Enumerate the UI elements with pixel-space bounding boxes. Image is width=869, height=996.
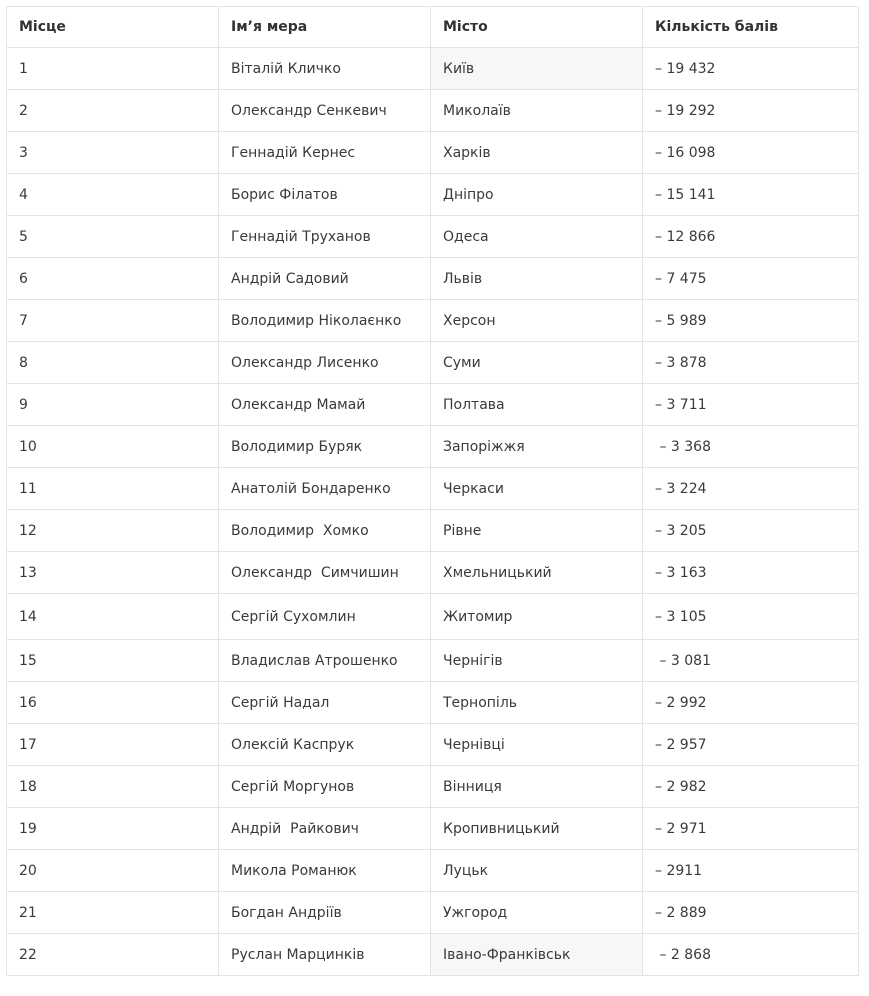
cell-score: – 12 866	[643, 216, 859, 258]
cell-place: 15	[7, 640, 219, 682]
cell-score: – 2 889	[643, 892, 859, 934]
cell-city: Вінниця	[431, 766, 643, 808]
table-header	[7, 7, 859, 48]
cell-place: 20	[7, 850, 219, 892]
cell-score: – 2 992	[643, 682, 859, 724]
cell-mayor-name: Володимир Хомко	[219, 510, 431, 552]
cell-score: – 3 368	[643, 426, 859, 468]
cell-mayor-name: Андрій Садовий	[219, 258, 431, 300]
cell-city: Рівне	[431, 510, 643, 552]
table-row	[7, 174, 859, 216]
header-mayor-name: Ім’я мера	[219, 7, 431, 48]
cell-mayor-name: Владислав Атрошенко	[219, 640, 431, 682]
cell-mayor-name: Геннадій Кернес	[219, 132, 431, 174]
cell-place: 10	[7, 426, 219, 468]
table-row	[7, 384, 859, 426]
cell-mayor-name: Сергій Надал	[219, 682, 431, 724]
cell-mayor-name: Олександр Сенкевич	[219, 90, 431, 132]
cell-score: – 2 982	[643, 766, 859, 808]
cell-mayor-name: Олександр Лисенко	[219, 342, 431, 384]
cell-city: Миколаїв	[431, 90, 643, 132]
table-row	[7, 682, 859, 724]
cell-score: – 2 957	[643, 724, 859, 766]
table-row	[7, 640, 859, 682]
header-row	[7, 7, 859, 48]
cell-place: 3	[7, 132, 219, 174]
cell-place: 11	[7, 468, 219, 510]
cell-score: – 3 081	[643, 640, 859, 682]
cell-city: Черкаси	[431, 468, 643, 510]
cell-mayor-name: Олександр Мамай	[219, 384, 431, 426]
table-row	[7, 90, 859, 132]
cell-place: 2	[7, 90, 219, 132]
cell-mayor-name: Борис Філатов	[219, 174, 431, 216]
header-city: Місто	[431, 7, 643, 48]
table-row	[7, 766, 859, 808]
cell-city: Запоріжжя	[431, 426, 643, 468]
cell-city: Кропивницький	[431, 808, 643, 850]
cell-place: 12	[7, 510, 219, 552]
cell-city: Дніпро	[431, 174, 643, 216]
cell-mayor-name: Віталій Кличко	[219, 48, 431, 90]
mayor-rating-table	[6, 6, 859, 976]
cell-score: – 2 971	[643, 808, 859, 850]
cell-score: – 19 292	[643, 90, 859, 132]
cell-city: Хмельницький	[431, 552, 643, 594]
cell-place: 5	[7, 216, 219, 258]
cell-score: – 16 098	[643, 132, 859, 174]
table-row	[7, 258, 859, 300]
table-row	[7, 808, 859, 850]
cell-score: – 3 205	[643, 510, 859, 552]
cell-mayor-name: Олексій Каспрук	[219, 724, 431, 766]
table-row	[7, 510, 859, 552]
cell-place: 19	[7, 808, 219, 850]
cell-place: 8	[7, 342, 219, 384]
table-row	[7, 48, 859, 90]
cell-score: – 3 105	[643, 594, 859, 640]
cell-place: 4	[7, 174, 219, 216]
table-row	[7, 594, 859, 640]
table-body	[7, 48, 859, 976]
table-row	[7, 934, 859, 976]
cell-city: Київ	[431, 48, 643, 90]
cell-mayor-name: Руслан Марцинків	[219, 934, 431, 976]
cell-score: – 2 868	[643, 934, 859, 976]
cell-score: – 3 224	[643, 468, 859, 510]
cell-city: Чернігів	[431, 640, 643, 682]
header-score: Кількість балів	[643, 7, 859, 48]
cell-score: – 2911	[643, 850, 859, 892]
cell-mayor-name: Микола Романюк	[219, 850, 431, 892]
cell-mayor-name: Богдан Андріїв	[219, 892, 431, 934]
cell-score: – 5 989	[643, 300, 859, 342]
cell-score: – 7 475	[643, 258, 859, 300]
cell-place: 21	[7, 892, 219, 934]
cell-place: 6	[7, 258, 219, 300]
cell-city: Херсон	[431, 300, 643, 342]
cell-city: Харків	[431, 132, 643, 174]
cell-score: – 3 878	[643, 342, 859, 384]
table-row	[7, 216, 859, 258]
cell-mayor-name: Олександр Симчишин	[219, 552, 431, 594]
table-row	[7, 892, 859, 934]
cell-mayor-name: Володимир Ніколаєнко	[219, 300, 431, 342]
table-row	[7, 850, 859, 892]
cell-mayor-name: Геннадій Труханов	[219, 216, 431, 258]
cell-mayor-name: Анатолій Бондаренко	[219, 468, 431, 510]
cell-mayor-name: Володимир Буряк	[219, 426, 431, 468]
cell-city: Луцьк	[431, 850, 643, 892]
table-row	[7, 426, 859, 468]
cell-score: – 3 711	[643, 384, 859, 426]
cell-city: Одеса	[431, 216, 643, 258]
cell-city: Суми	[431, 342, 643, 384]
cell-mayor-name: Сергій Моргунов	[219, 766, 431, 808]
cell-place: 14	[7, 594, 219, 640]
cell-place: 17	[7, 724, 219, 766]
table-row	[7, 132, 859, 174]
mayor-rating-table-container	[6, 6, 858, 976]
cell-city: Чернівці	[431, 724, 643, 766]
table-row	[7, 552, 859, 594]
cell-place: 13	[7, 552, 219, 594]
cell-score: – 3 163	[643, 552, 859, 594]
header-place: Місце	[7, 7, 219, 48]
table-row	[7, 724, 859, 766]
cell-city: Івано-Франківськ	[431, 934, 643, 976]
table-row	[7, 300, 859, 342]
cell-place: 16	[7, 682, 219, 724]
cell-city: Ужгород	[431, 892, 643, 934]
table-row	[7, 342, 859, 384]
cell-mayor-name: Андрій Райкович	[219, 808, 431, 850]
cell-city: Полтава	[431, 384, 643, 426]
cell-place: 22	[7, 934, 219, 976]
cell-city: Житомир	[431, 594, 643, 640]
cell-place: 7	[7, 300, 219, 342]
cell-place: 9	[7, 384, 219, 426]
cell-city: Тернопіль	[431, 682, 643, 724]
cell-mayor-name: Сергій Сухомлин	[219, 594, 431, 640]
cell-city: Львів	[431, 258, 643, 300]
cell-place: 18	[7, 766, 219, 808]
table-row	[7, 468, 859, 510]
cell-place: 1	[7, 48, 219, 90]
cell-score: – 19 432	[643, 48, 859, 90]
cell-score: – 15 141	[643, 174, 859, 216]
